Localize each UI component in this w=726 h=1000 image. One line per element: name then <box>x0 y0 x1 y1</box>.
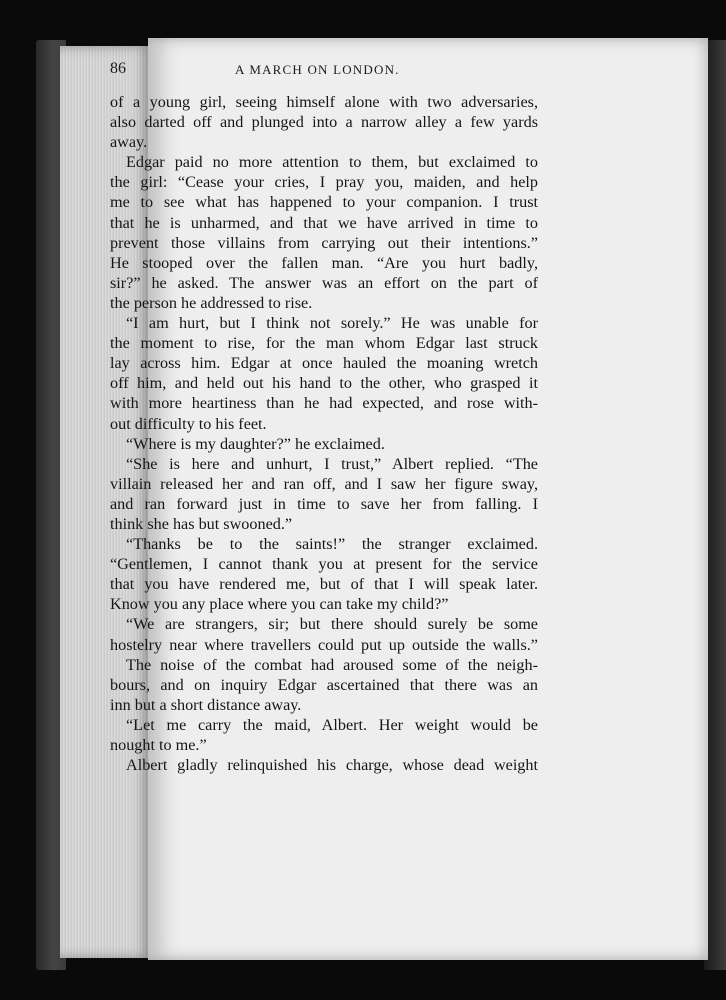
text-line: prevent those villains from carrying out their intentions.” <box>110 233 538 252</box>
text-line: He stooped over the fallen man. “Are you hurt badly, <box>110 253 538 272</box>
text-line: of a young girl, seeing himself alone with two adversaries, <box>110 93 538 111</box>
text-line: Know you any place where you can take my child?” <box>110 595 449 614</box>
text-line: Edgar paid no more attention to them, but exclaimed to <box>126 153 538 172</box>
text-line: me to see what has happened to your companion. I trust <box>110 193 538 212</box>
text-line: lay across him. Edgar at once hauled the moaning wretch <box>110 354 538 373</box>
text-line: nought to me.” <box>110 736 207 754</box>
text-line: with more heartiness than he had expected, and rose with- <box>110 394 538 413</box>
text-line: “We are strangers, sir; but there should surely be some <box>126 615 538 634</box>
text-line: bours, and on inquiry Edgar ascertained that there was an <box>110 675 538 694</box>
page-header <box>110 60 530 84</box>
text-line: the moment to rise, for the man whom Edgar last struck <box>110 334 538 353</box>
text-line: the girl: “Cease your cries, I pray you, maiden, and help <box>110 173 538 192</box>
text-line: that he is unharmed, and that we have arrived in time to <box>110 213 538 232</box>
text-line: the person he addressed to rise. <box>110 293 313 312</box>
text-line: also darted off and plunged into a narrow alley a few yards <box>110 113 538 132</box>
text-line: away. <box>110 133 148 152</box>
text-line: think she has but swooned.” <box>110 514 293 533</box>
text-line: “Let me carry the maid, Albert. Her weight would be <box>126 715 538 734</box>
text-line: villain released her and ran off, and I saw her figure sway, <box>110 474 538 493</box>
running-head: A MARCH ON LONDON. <box>235 62 400 77</box>
text-line: out difficulty to his feet. <box>110 414 267 433</box>
text-line: Albert gladly relinquished his charge, whose dead weight <box>126 756 538 775</box>
text-line: “Where is my daughter?” he exclaimed. <box>126 434 385 453</box>
text-line: “Gentlemen, I cannot thank you at present for the service <box>110 555 538 574</box>
text-line: hostelry near where travellers could put up outside the walls.” <box>110 635 538 654</box>
body-text <box>110 92 538 775</box>
text-line: off him, and held out his hand to the other, who grasped it <box>110 374 538 393</box>
text-line: inn but a short distance away. <box>110 695 302 714</box>
text-line: “She is here and unhurt, I trust,” Albert replied. “The <box>126 454 538 473</box>
text-line: sir?” he asked. The answer was an effort on the part of <box>110 273 538 292</box>
page-number: 86 <box>110 60 126 77</box>
text-line: “I am hurt, but I think not sorely.” He was unable for <box>126 314 538 333</box>
text-line: “Thanks be to the saints!” the stranger exclaimed. <box>126 535 538 554</box>
text-line: and ran forward just in time to save her from falling. I <box>110 494 538 513</box>
text-line: that you have rendered me, but of that I will speak later. <box>110 575 538 594</box>
text-line: The noise of the combat had aroused some of the neigh- <box>126 655 538 674</box>
